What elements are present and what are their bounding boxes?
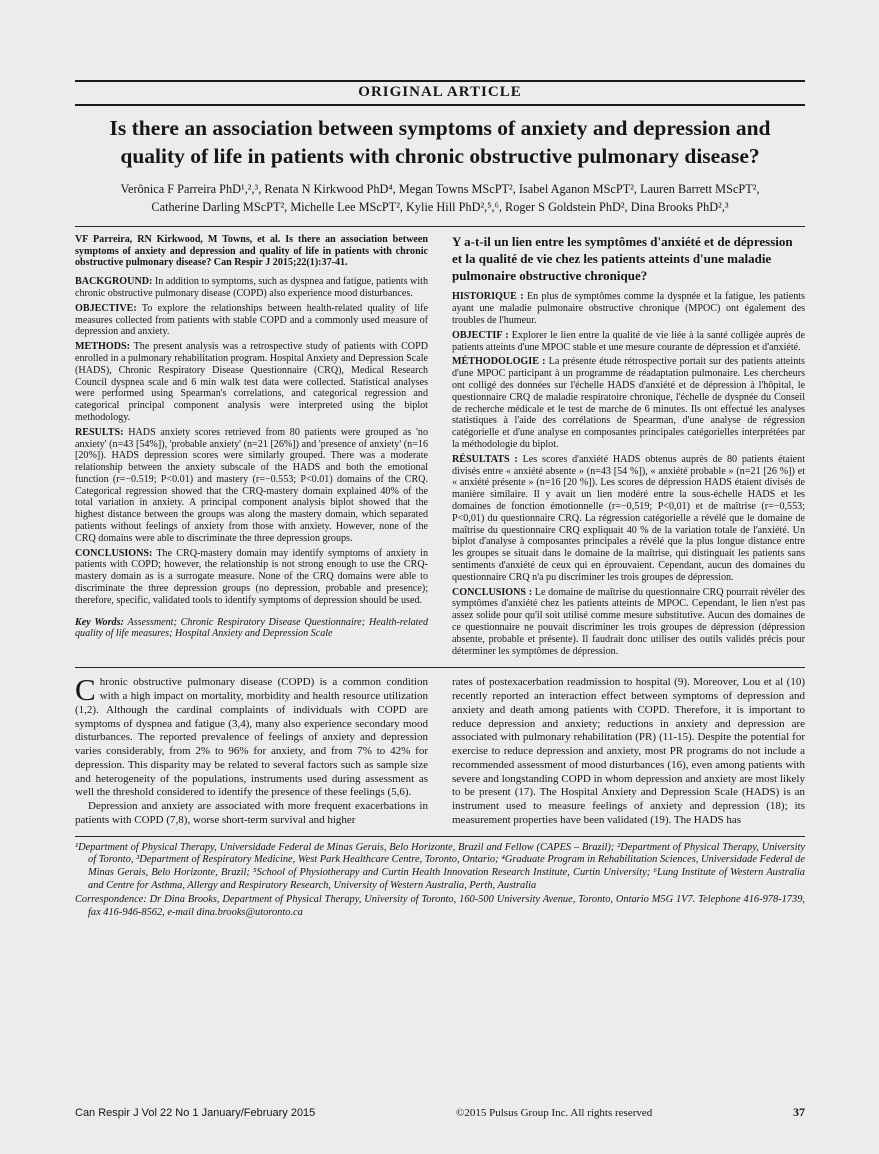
footer-journal-info: Can Respir J Vol 22 No 1 January/February 2015: [75, 1107, 316, 1119]
author-line-2: Catherine Darling MScPT², Michelle Lee MScPT², Kylie Hill PhD²,⁵,⁶, Roger S Goldstein PhD², Dina Brooks PhD²,³: [151, 200, 729, 215]
section-label: CONCLUSIONS:: [75, 547, 153, 559]
abstract-english: [75, 234, 428, 661]
section-text: HADS anxiety scores retrieved from 80 patients were grouped as 'no anxiety' (n=43 [54%]), 'probable anxiety' (n=21 [26%]) and 'presence of anxiety' (n=16 [20%]). HADS depression scores were similarly grouped. There was a moderate relationship between the anxiety subscale of the HADS and both the emotional function (r=−0.519; P<0.01) and mastery (r=−0.553; P<0.01) domains of the CRQ. Categorical regression showed that the CRQ-mastery domain explained 40% of the total variation in anxiety. A principal component analysis biplot showed that the highest distance between the groups was along the mastery domain, which separated patients without feelings of anxiety from those with anxiety. However, none of the CRQ domains were able to discriminate the three depression groups.: [75, 426, 428, 544]
section-label: RESULTS:: [75, 426, 124, 438]
abstract-objective: [75, 303, 428, 338]
article-title: Is there an association between symptoms of anxiety and depression and quality of life in patients with chronic obstructive pulmonary disease?: [109, 116, 771, 168]
divider-authors: [75, 226, 805, 227]
section-label: OBJECTIF :: [452, 329, 509, 341]
resume-methodologie: [452, 356, 805, 450]
footnotes: [75, 836, 805, 920]
section-label: METHODS:: [75, 341, 130, 353]
footer-copyright: ©2015 Pulsus Group Inc. All rights reserved: [456, 1107, 653, 1119]
keywords-text: Assessment; Chronic Respiratory Disease Questionnaire; Health-related quality of life measures; Hospital Anxiety and Depression Scale: [75, 616, 429, 640]
resume-objectif: [452, 330, 805, 354]
resume-resultats: [452, 454, 805, 584]
body-paragraph-1-text: hronic obstructive pulmonary disease (COPD) is a common condition with a high impact on mortality, morbidity and health resource utilization (1,2). Although the cardinal complaints of individuals with COPD are symptoms of dyspnea and fatigue (3,4), many also experience secondary mood disturbances. The reported prevalence of feelings of anxiety and depression varies considerably, from 2% to 96% for anxiety, and from 7% to 42% for depression. This disparity may be related to several factors such as sample size and heterogeneity of the populations, instruments used during assessment as well the threshold considered to identify the presence of these feelings (5,6).: [75, 676, 428, 799]
section-label: OBJECTIVE:: [75, 302, 137, 314]
author-list: [75, 180, 805, 217]
author-line-1: Verônica F Parreira PhD¹,²,³, Renata N Kirkwood PhD⁴, Megan Towns MScPT², Isabel Aganon MScPT², Lauren Barrett MScPT²,: [120, 181, 760, 196]
abstract-french: [452, 234, 805, 661]
divider-abstract: [75, 667, 805, 668]
section-banner: ORIGINAL ARTICLE: [75, 80, 805, 106]
keywords-label: Key Words:: [75, 616, 124, 628]
article-body: [75, 672, 805, 827]
section-label: MÉTHODOLOGIE :: [452, 356, 546, 368]
body-column-right: [452, 676, 805, 827]
footer-page-number: 37: [792, 1105, 805, 1119]
abstract-region: [75, 234, 805, 661]
abstract-results: [75, 427, 428, 545]
body-column-left: [75, 672, 428, 827]
correspondence: Correspondence: Dr Dina Brooks, Department of Physical Therapy, University of Toronto, 160-500 University Avenue, Toronto, Ontario M5G 1V7. Telephone 416-978-1739, fax 416-946-8562, e-mail dina.brooks@utoronto.ca: [75, 894, 805, 919]
section-text: To explore the relationships between health-related quality of life measures collected from patients with stable COPD and a commonly used measure of depression and anxiety.: [75, 302, 428, 338]
body-paragraph-3: rates of postexacerbation readmission to hospital (9). Moreover, Lou et al (10) recently reported an interaction effect between symptoms of depression and anxiety and death among patients with COPD. Therefore, it is important to reduce depression and anxiety; reductions in anxiety and depression are associated with pulmonary rehabilitation (PR) (11-15). Despite the potential for exercise to reduce depression and anxiety, most PR programs do not include a recommended assessment of mood disturbances (16), even among patients with severe and longstanding COPD in whom depression and anxiety are most likely to be present (17). The Hospital Anxiety and Depression Scale (HADS) is an instrument used to measure feelings of anxiety and depression (18); its measurement properties have been validated (19). The HADS has: [452, 676, 805, 826]
section-text: Le domaine de maîtrise du questionnaire CRQ pourrait révéler des symptômes d'anxiété chez les patients atteints de MPOC. Cependant, le lien n'est pas assez solide pour qu'il soit utilisé comme mesure substitutive. Aucun des domaines de ce questionnaire ne pouvait discriminer les trois groupes de dépression (dépression absente, probable et présente). Il faudrait donc utiliser des outils validés précis pour déterminer les symptômes de dépression.: [452, 586, 805, 657]
section-label: BACKGROUND:: [75, 276, 153, 288]
resume-conclusions: [452, 587, 805, 658]
citation: VF Parreira, RN Kirkwood, M Towns, et al. Is there an association between symptoms of anxiety and depression and quality of life in patients with chronic obstructive pulmonary disease? Can Respir J 2015;22(1):37-41.: [75, 233, 428, 269]
section-text: In addition to symptoms, such as dyspnea and fatigue, patients with chronic obstructive pulmonary disease (COPD) also experience mood disturbances.: [75, 276, 428, 299]
abstract-background: [75, 276, 428, 300]
section-text: Les scores d'anxiété HADS obtenus auprès de 80 patients étaient divisés entre « anxiété absente » (n=43 [54 %]), « anxiété probable » (n=21 [26 %]) et « anxiété présente » (n=16 [20 %]). Les scores de dépression HADS étaient divisés de manière similaire. Il y avait un lien modéré entre la sous-échelle HADS et les domaines de fonction émotionnelle (r=−0,519; P<0,01) et de maîtrise (r=−0,553; P<0,01) du questionnaire CRQ. La régression catégorielle a révélé que le domaine de maîtrise du questionnaire CRQ expliquait 40 % de la variation totale de l'anxiété. Un biplot d'analyse à composantes principales a révélé que la plus longue distance entre les groupes se situait dans le domaine de la maîtrise, qui distinguait les patients sans sentiments d'anxiété de ceux qui en éprouvaient. Cependant, aucun des domaines du questionnaire CRQ n'a pu discriminer les trois groupes de dépression.: [452, 453, 805, 583]
section-text: La présente étude rétrospective portait sur des patients atteints d'une MPOC participant à un programme de réadaptation pulmonaire. Les chercheurs ont colligé des données sur l'échelle HADS d'anxiété et de dépression à l'hôpital, le questionnaire CRQ de maladie respiratoire chronique, l'échelle de dyspnée du Conseil de recherche médicale et le test de marche de 6 minutes. Ils ont effectué les analyses statistiques à l'aide des corrélations de Spearman, d'une analyse de régression catégorielle et d'une analyse en composantes principales catégorielles interprétées par la méthodologie du biplot.: [452, 356, 805, 450]
section-text: The CRQ-mastery domain may identify symptoms of anxiety in patients with COPD; however, the relationship is not strong enough to use the CRQ-mastery domain as is a surrogate measure. None of the CRQ domains were able to discriminate the three depression groups (no depression, probable and presence); therefore, specific, validated tools to identify symptoms of depression should be used.: [75, 547, 428, 606]
section-label: CONCLUSIONS :: [452, 586, 533, 598]
body-paragraph-1: [75, 672, 428, 800]
page-footer: [75, 1105, 805, 1120]
section-text: En plus de symptômes comme la dyspnée et la fatigue, les patients ayant une maladie pulmonaire obstructive chronique (MPOC) ont également des troubles de l'humeur.: [452, 291, 805, 327]
french-title: Y a-t-il un lien entre les symptômes d'anxiété et de dépression et la qualité de vie chez les patients atteints d'une maladie pulmonaire obstructive chronique?: [452, 233, 793, 283]
abstract-methods: [75, 341, 428, 424]
section-text: The present analysis was a retrospective study of patients with COPD enrolled in a pulmonary rehabilitation program. Hospital Anxiety and Depression Scale (HADS), Chronic Respiratory Disease Questionnaire (CRQ), Medical Research Council dyspnea scale and 6 min walk test data were collected. Statistical analyses were performed using Spearman's correlations, and categorical regression and categorical principal component analysis were interpreted using the biplot methodology.: [75, 341, 428, 423]
section-label: RÉSULTATS :: [452, 453, 518, 465]
dropcap: C: [75, 672, 96, 708]
section-text: Explorer le lien entre la qualité de vie liée à la santé colligée auprès de patients atteints d'une MPOC stable et une mesure courante de dépression et d'anxiété.: [452, 329, 805, 353]
resume-historique: [452, 291, 805, 326]
body-paragraph-2: Depression and anxiety are associated with more frequent exacerbations in patients with COPD (7,8), worse short-term survival and higher: [75, 800, 428, 826]
section-label: HISTORIQUE :: [452, 291, 524, 303]
keywords: [75, 617, 428, 641]
affiliations: ¹Department of Physical Therapy, Universidade Federal de Minas Gerais, Belo Horizonte, Brazil and Fellow (CAPES – Brazil); ²Department of Physical Therapy, University of Toronto, ³Department of Respiratory Medicine, West Park Healthcare Centre, Toronto, Ontario; ⁴Graduate Program in Rehabilitation Sciences, Universidade Federal de Minas Gerais, Belo Horizonte, Brazil; ⁵School of Physiotherapy and Curtin Health Innovation Research Institute, Curtin University; ⁶Lung Institute of Western Australia and Centre for Asthma, Allergy and Respiratory Research, University of Western Australia, Perth, Australia: [75, 841, 805, 892]
abstract-conclusions: [75, 548, 428, 607]
